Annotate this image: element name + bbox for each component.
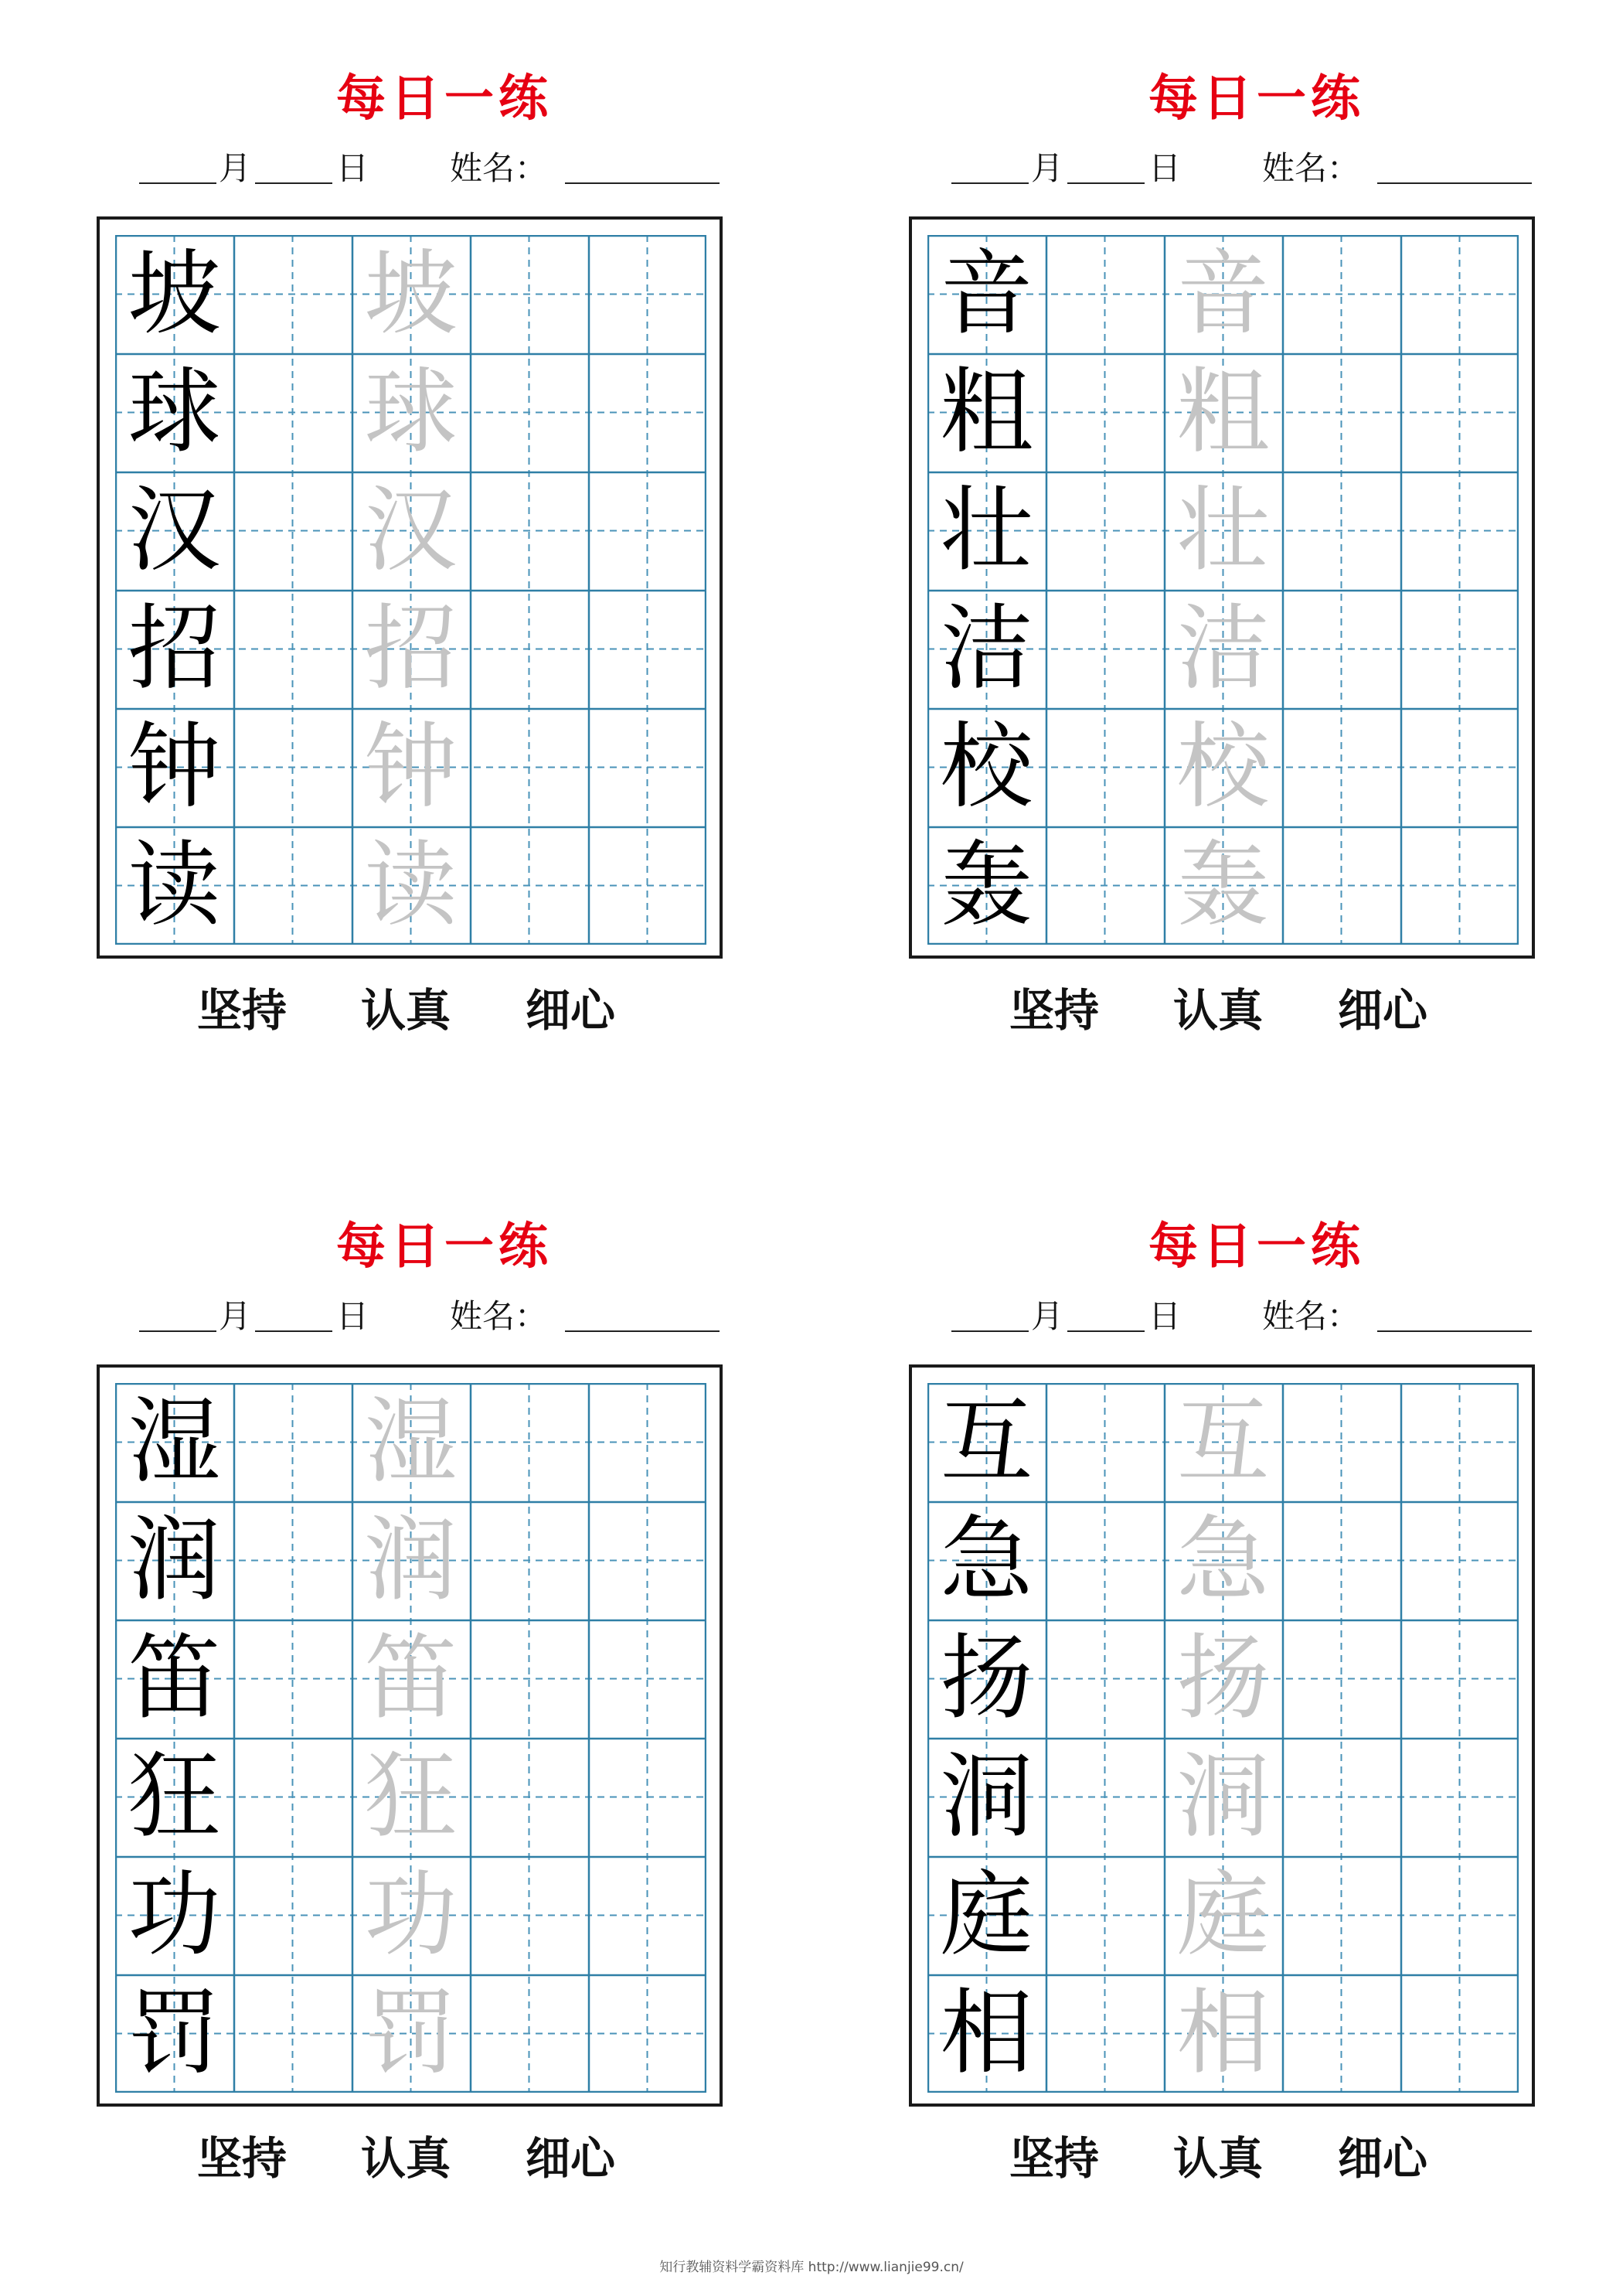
motto-word: 坚持 (197, 2132, 288, 2185)
model-character: 招 (128, 595, 221, 703)
motto-word: 坚持 (1009, 984, 1100, 1037)
month-label: 月 (1031, 1297, 1064, 1335)
trace-character: 急 (1176, 1507, 1270, 1614)
model-character: 汉 (128, 477, 221, 584)
month-blank[interactable] (951, 1330, 1029, 1332)
worksheet-title: 每日一练 (1148, 70, 1365, 128)
motto-word: 认真 (1173, 984, 1264, 1037)
date-name-row (909, 145, 1604, 192)
name-blank[interactable] (1377, 182, 1532, 184)
day-blank[interactable] (1067, 1330, 1145, 1332)
worksheet-title: 每日一练 (336, 1218, 553, 1276)
motto-word: 细心 (526, 2132, 616, 2185)
trace-character: 坡 (364, 240, 458, 348)
motto-word: 细心 (1338, 2132, 1428, 2185)
model-character: 洁 (940, 595, 1033, 703)
model-character: 笛 (128, 1625, 221, 1732)
month-label: 月 (1031, 149, 1064, 187)
model-character: 扬 (940, 1625, 1033, 1732)
day-label: 日 (336, 1297, 369, 1335)
motto-word: 认真 (1173, 2132, 1264, 2185)
model-character: 狂 (128, 1743, 221, 1851)
worksheet-title: 每日一练 (336, 70, 553, 128)
date-name-row (909, 1293, 1604, 1340)
practice-worksheet (97, 0, 792, 1036)
model-character: 湿 (128, 1388, 221, 1496)
motto-row (909, 983, 1535, 1037)
trace-character: 笛 (364, 1625, 458, 1732)
trace-character: 湿 (364, 1388, 458, 1496)
trace-character: 粗 (1176, 359, 1270, 466)
trace-character: 钟 (364, 714, 458, 821)
trace-character: 洞 (1176, 1743, 1270, 1851)
motto-row (97, 2131, 723, 2185)
model-character: 润 (128, 1507, 221, 1614)
month-blank[interactable] (139, 182, 216, 184)
month-label: 月 (219, 1297, 252, 1335)
trace-character: 罚 (364, 1980, 458, 2087)
writing-grid[interactable] (927, 1383, 1521, 2093)
month-label: 月 (219, 149, 252, 187)
model-character: 相 (940, 1980, 1033, 2087)
writing-grid-frame (97, 1364, 723, 2107)
day-label: 日 (1148, 1297, 1182, 1335)
model-character: 壮 (940, 477, 1033, 584)
motto-word: 细心 (526, 984, 616, 1037)
date-name-row (97, 1293, 792, 1340)
writing-grid[interactable] (115, 1383, 709, 2093)
writing-grid-frame (909, 216, 1535, 959)
trace-character: 狂 (364, 1743, 458, 1851)
month-blank[interactable] (951, 182, 1029, 184)
trace-character: 功 (364, 1862, 458, 1969)
trace-character: 音 (1176, 240, 1270, 348)
trace-character: 校 (1176, 714, 1270, 821)
trace-character: 汉 (364, 477, 458, 584)
model-character: 读 (128, 832, 221, 939)
writing-grid[interactable] (927, 235, 1521, 945)
trace-character: 庭 (1176, 1862, 1270, 1969)
model-character: 急 (940, 1507, 1033, 1614)
model-character: 音 (940, 240, 1033, 348)
practice-worksheet (97, 1148, 792, 2184)
date-name-row (97, 145, 792, 192)
writing-grid-frame (909, 1364, 1535, 2107)
day-label: 日 (1148, 149, 1182, 187)
trace-character: 洁 (1176, 595, 1270, 703)
motto-row (909, 2131, 1535, 2185)
worksheet-title: 每日一练 (1148, 1218, 1365, 1276)
trace-character: 读 (364, 832, 458, 939)
motto-word: 坚持 (197, 984, 288, 1037)
day-blank[interactable] (255, 182, 332, 184)
trace-character: 轰 (1176, 832, 1270, 939)
motto-word: 细心 (1338, 984, 1428, 1037)
model-character: 洞 (940, 1743, 1033, 1851)
motto-word: 认真 (361, 2132, 451, 2185)
model-character: 庭 (940, 1862, 1033, 1969)
practice-worksheet (909, 1148, 1604, 2184)
trace-character: 球 (364, 359, 458, 466)
day-blank[interactable] (1067, 182, 1145, 184)
day-label: 日 (336, 149, 369, 187)
trace-character: 扬 (1176, 1625, 1270, 1732)
name-blank[interactable] (565, 182, 720, 184)
name-label: 姓名： (1262, 1297, 1360, 1335)
trace-character: 壮 (1176, 477, 1270, 584)
name-label: 姓名： (450, 1297, 548, 1335)
trace-character: 招 (364, 595, 458, 703)
name-blank[interactable] (1377, 1330, 1532, 1332)
day-blank[interactable] (255, 1330, 332, 1332)
writing-grid[interactable] (115, 235, 709, 945)
model-character: 互 (940, 1388, 1033, 1496)
model-character: 功 (128, 1862, 221, 1969)
motto-word: 坚持 (1009, 2132, 1100, 2185)
motto-row (97, 983, 723, 1037)
model-character: 坡 (128, 240, 221, 348)
footer-text: 知行教辅资料学霸资料库 http://www.lianjie99.cn/ (659, 2260, 964, 2275)
motto-word: 认真 (361, 984, 451, 1037)
model-character: 钟 (128, 714, 221, 821)
name-label: 姓名： (450, 149, 548, 187)
month-blank[interactable] (139, 1330, 216, 1332)
trace-character: 互 (1176, 1388, 1270, 1496)
model-character: 粗 (940, 359, 1033, 466)
model-character: 球 (128, 359, 221, 466)
model-character: 罚 (128, 1980, 221, 2087)
practice-worksheet (909, 0, 1604, 1036)
name-blank[interactable] (565, 1330, 720, 1332)
name-label: 姓名： (1262, 149, 1360, 187)
model-character: 轰 (940, 832, 1033, 939)
model-character: 校 (940, 714, 1033, 821)
writing-grid-frame (97, 216, 723, 959)
trace-character: 润 (364, 1507, 458, 1614)
trace-character: 相 (1176, 1980, 1270, 2087)
